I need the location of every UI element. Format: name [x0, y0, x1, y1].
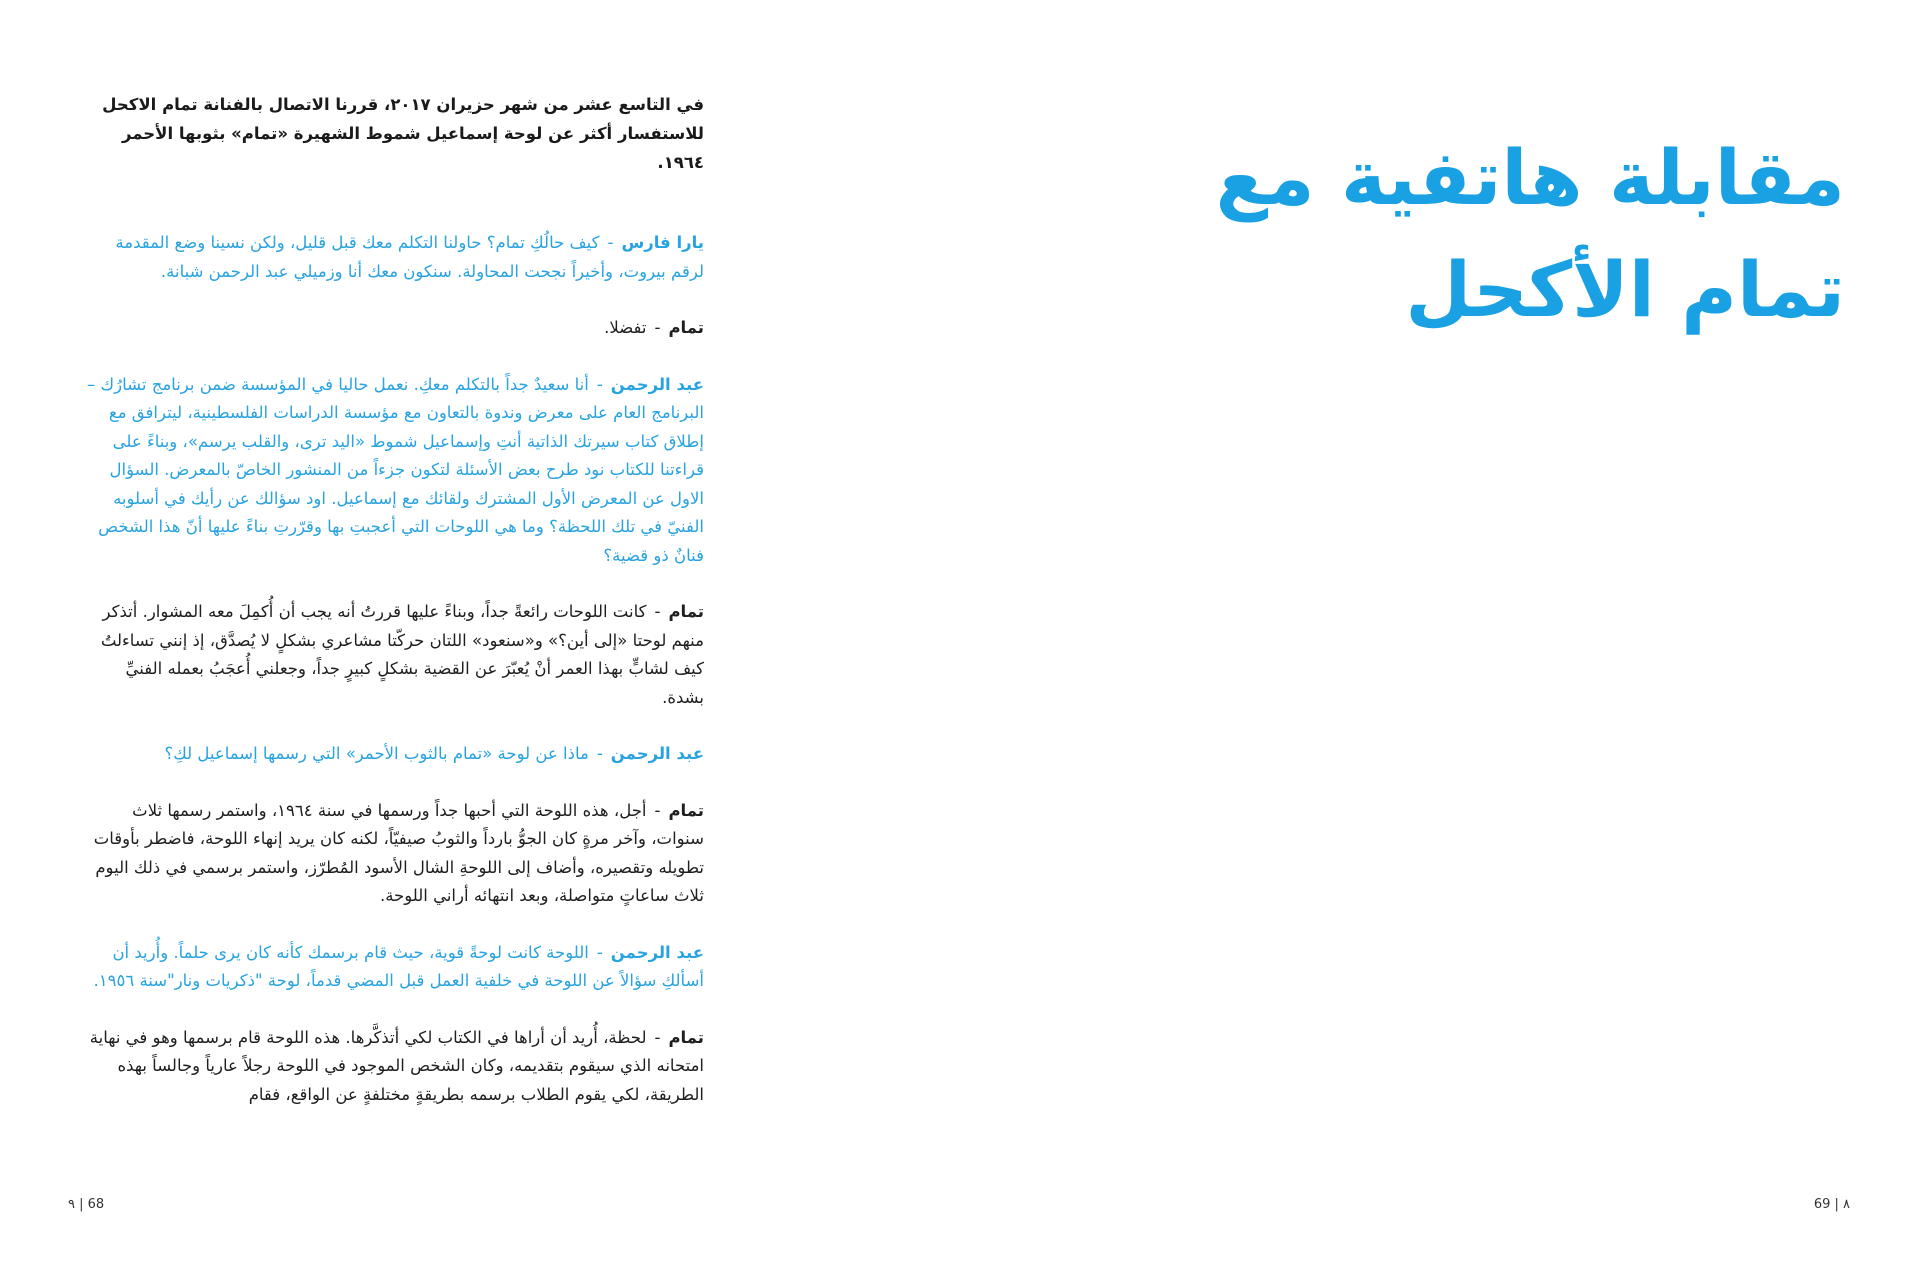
speaker-name: عبد الرحمن	[610, 744, 704, 763]
dialogue-turn-5	[86, 740, 704, 769]
interview-text-column	[86, 90, 704, 1137]
turn-text: اللوحة كانت لوحةً قوية، حيث قام برسمك كأنه كان يرى حلماً. وأُريد أن أسألكِ سؤالاً عن اللوحة في خلفية العمل قبل المضي قدماً، لوحة "ذكريات ونار"سنة ١٩٥٦.	[93, 942, 704, 990]
speaker-name: عبد الرحمن	[610, 374, 704, 394]
turn-text: ماذا عن لوحة «تمام بالثوب الأحمر» التي رسمها إسماعيل لكِ؟	[164, 744, 589, 763]
speaker-name: يارا فارس	[621, 233, 704, 252]
turn-text: كيف حالُكِ تمام؟ حاولنا التكلم معك قبل قليل، ولكن نسينا وضع المقدمة لرقم بيروت، وأخيراً نجحت المحاولة. سنكون معك أنا وزميلي عبد الرحمن شبانة.	[115, 233, 704, 281]
dialogue-turn-3	[86, 371, 704, 571]
dialogue-turn-1	[86, 229, 704, 286]
turn-text: كانت اللوحات رائعةً جداً، وبناءً عليها قررتُ أنه يجب أن أُكمِلَ معه المشوار. أتذكر منهم لوحتا «إلى أين؟» و«سنعود» اللتان حركّتا مشاعري بشكلٍ لا يُصدَّق، إذ إنني تساءلتُ كيف لشابٍّ بهذا العمر أنْ يُعبّرَ عن القضية بشكلٍ كبيرٍ جداً، وجعلني أُعجَبُ بعمله الفنيِّ بشدة.	[100, 602, 704, 707]
title-line-1: مقابلة هاتفية مع	[1215, 133, 1845, 222]
page-number-right: 69 | ٨	[1813, 1197, 1850, 1212]
speaker-name: تمام	[668, 318, 704, 337]
title-line-2: تمام الأكحل	[1405, 245, 1845, 334]
turn-text: لحظة، أُريد أن أراها في الكتاب لكي أتذكَّرها. هذه اللوحة قام برسمها وهو في نهاية امتحانه الذي سيقوم بتقديمه، وكان الشخص الموجود في اللوحة رجلاً عارياً وجالساً بهذه الطريقة، لكي يقوم الطلاب برسمه بطريقةٍ مختلفةٍ عن الواقع، فقام	[89, 1027, 704, 1104]
page-number-left: ٩ | 68	[68, 1197, 105, 1212]
intro-paragraph: في التاسع عشر من شهر حزيران ٢٠١٧، قررنا الاتصال بالفنانة تمام الاكحل للاستفسار أكثر عن لوحة إسماعيل شموط الشهيرة «تمام» بثوبها الأحمر ١٩٦٤.	[102, 95, 704, 172]
speaker-name: تمام	[668, 602, 704, 621]
dash-separator: -	[654, 1027, 661, 1047]
dialogue-turn-4	[86, 598, 704, 712]
page-title	[1085, 122, 1845, 346]
dash-separator: -	[607, 233, 614, 252]
right-page	[960, 0, 1920, 1280]
dash-separator: -	[654, 602, 661, 621]
dash-separator: -	[654, 318, 661, 337]
dash-separator: -	[596, 744, 603, 763]
turn-text: أجل، هذه اللوحة التي أحبها جداً ورسمها في سنة ١٩٦٤، واستمر رسمها ثلاث سنوات، وآخر مرةٍ كان الجوُّ بارداً والثوبُ صيفيّاً، لكنه كان يريد إنهاء اللوحة، فاضطر بأوقات تطويله وتقصيره، وأضاف إلى اللوحةِ الشال الأسود المُطرّز، واستمر برسمي في ذلك اليوم ثلاث ساعاتٍ متواصلة، وبعد انتهائه أراني اللوحة.	[93, 800, 704, 905]
dialogue-turn-6	[86, 797, 704, 911]
dash-separator: -	[654, 800, 661, 820]
turn-text: تفضلا.	[604, 318, 647, 337]
dialogue-turn-7	[86, 939, 704, 996]
dash-separator: -	[596, 374, 603, 394]
dialogue-turn-8	[86, 1024, 704, 1110]
dialogue-turn-2	[86, 314, 704, 343]
speaker-name: عبد الرحمن	[610, 942, 704, 962]
dash-separator: -	[596, 942, 603, 962]
speaker-name: تمام	[668, 800, 704, 820]
turn-text: أنا سعيدٌ جداً بالتكلم معكِ. نعمل حاليا في المؤسسة ضمن برنامج تشارُك – البرنامج العام على معرض وندوة بالتعاون مع مؤسسة الدراسات الفلسطينية، ليترافق مع إطلاق كتاب سيرتك الذاتية أنتِ وإسماعيل شموط «اليد ترى، والقلب يرسم»، وبناءً على قراءتنا للكتاب نود طرح بعض الأسئلة لتكون جزءاً من المنشور الخاصّ بالمعرض. السؤال الاول عن المعرض الأول المشترك ولقائك مع إسماعيل. اود سؤالك عن رأيك في أسلوبه الفنيّ في تلك اللحظة؟ وما هي اللوحات التي أعجبتِ بها وقرّرتِ بناءً عليها أنّ هذا الشخص فنانٌ ذو قضية؟	[87, 374, 704, 565]
speaker-name: تمام	[668, 1027, 704, 1047]
